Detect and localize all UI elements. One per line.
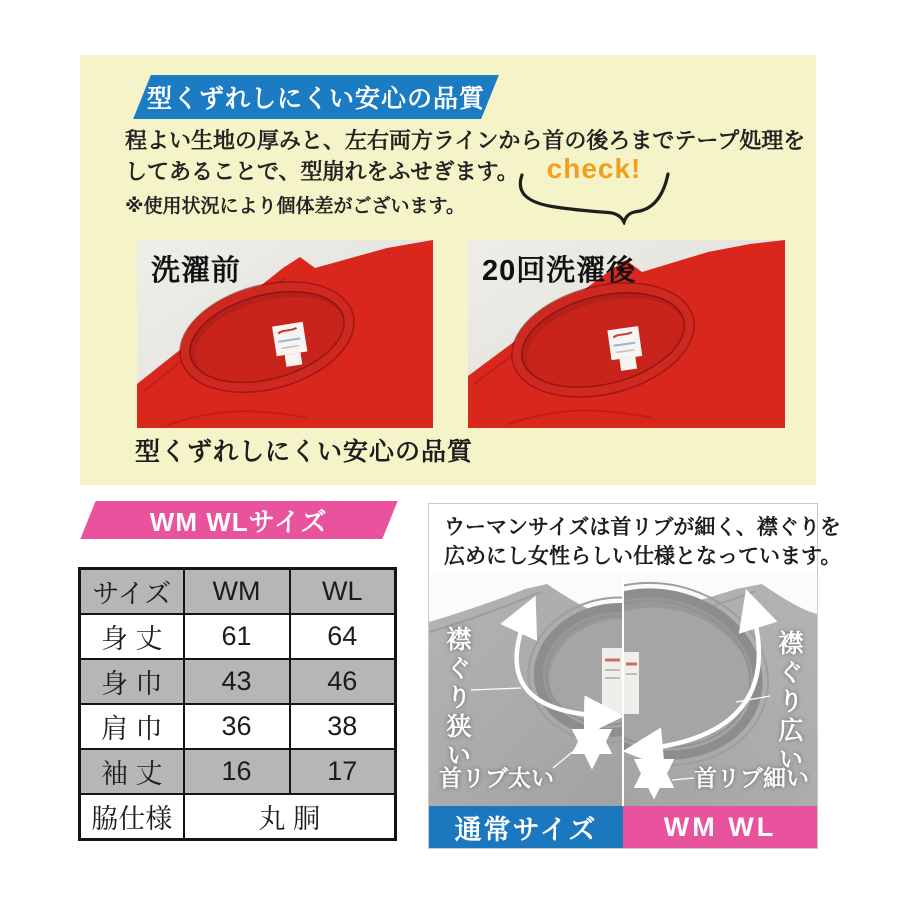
value-wl: 17 — [290, 749, 396, 794]
normal-size-bar-label: 通常サイズ — [454, 814, 598, 845]
normal-size-photo — [429, 574, 622, 806]
brace-icon — [512, 171, 676, 225]
quality-description-line1: 程よい生地の厚みと、左右両方ラインから首の後ろまでテープ処理を — [125, 128, 806, 153]
collar-comparison — [429, 574, 817, 806]
header-wm: WM — [184, 569, 290, 615]
photo-before-label: 洗濯前 — [151, 255, 242, 287]
normal-collar-note: 襟ぐり狭い — [443, 626, 471, 771]
value-wm: 43 — [184, 659, 290, 704]
check-label: check! — [546, 153, 642, 184]
woman-size-description — [444, 513, 841, 571]
value-wl: 64 — [290, 614, 396, 659]
quality-note: ※使用状況により個体差がございます。 — [125, 196, 465, 217]
table-row-body-width — [80, 659, 396, 704]
value-wl: 46 — [290, 659, 396, 704]
table-row-side-spec — [80, 794, 396, 840]
table-row-body-length — [80, 614, 396, 659]
comparison-footer-bars — [429, 806, 817, 848]
photo-after-wash — [468, 240, 785, 428]
wm-wl-photo — [624, 574, 817, 806]
value-wl: 38 — [290, 704, 396, 749]
size-banner — [80, 501, 397, 539]
woman-size-description-line2: 広めにし女性らしい仕様となっています。 — [444, 545, 842, 568]
header-size: サイズ — [80, 569, 184, 615]
header-wl: WL — [290, 569, 396, 615]
value-wm: 36 — [184, 704, 290, 749]
quality-description — [125, 125, 805, 187]
spec-value: 丸 胴 — [184, 794, 396, 840]
care-label — [624, 652, 639, 714]
wm-wl-bar-label: WM WL — [663, 811, 777, 842]
row-label: 身 巾 — [80, 659, 184, 704]
row-label: 肩 巾 — [80, 704, 184, 749]
woman-rib-note: 首リブ細い — [694, 765, 809, 791]
normal-rib-note: 首リブ太い — [439, 765, 554, 791]
row-label: 袖 丈 — [80, 749, 184, 794]
table-row-sleeve-length — [80, 749, 396, 794]
row-label: 脇仕様 — [80, 794, 184, 840]
quality-banner — [133, 75, 499, 119]
woman-size-info-box — [428, 503, 842, 849]
photo-before-wash — [137, 240, 433, 428]
size-banner-title: WM WLサイズ — [150, 506, 328, 537]
care-label — [602, 648, 622, 714]
table-row-shoulder-width — [80, 704, 396, 749]
normal-size-bar — [429, 806, 623, 848]
wm-wl-bar — [623, 806, 817, 848]
woman-size-description-line1: ウーマンサイズは首リブが細く、襟ぐりを — [444, 516, 841, 539]
woman-collar-note: 襟ぐり広い — [775, 630, 803, 775]
size-table-header-row — [80, 569, 396, 615]
value-wm: 16 — [184, 749, 290, 794]
value-wm: 61 — [184, 614, 290, 659]
quality-description-line2: してあることで、型崩れをふせぎます。 — [125, 159, 519, 184]
check-callout — [512, 151, 676, 229]
size-table — [78, 567, 397, 841]
quality-caption: 型くずれしにくい安心の品質 — [135, 438, 474, 466]
quality-banner-title: 型くずれしにくい安心の品質 — [146, 85, 485, 113]
quality-section — [80, 55, 816, 485]
row-label: 身 丈 — [80, 614, 184, 659]
photo-after-label: 20回洗濯後 — [482, 255, 637, 287]
